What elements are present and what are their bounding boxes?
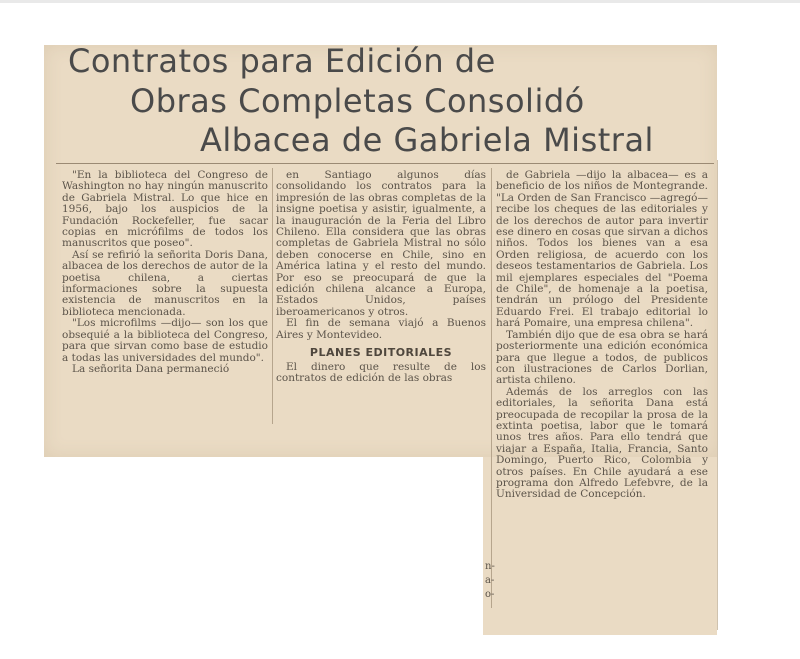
column1-paragraph: Así se refirió la señorita Doris Dana, albacea de los derechos de autor de la poetisa chilena, a ciertas informaciones sobre la supuesta existencia de manuscritos en la biblioteca mencionada.: [62, 248, 268, 318]
column2-paragraph: El fin de semana viajó a Buenos Aires y Montevideo.: [276, 317, 486, 341]
column1-paragraph: "Los microfilms —dijo— son los que obsequié a la biblioteca del Congreso, para que sirvan como base de estudio a todas las universidades del mundo".: [62, 317, 268, 364]
fragment-line: n-: [485, 561, 495, 572]
column-divider: [272, 168, 273, 424]
article-column-3: [496, 170, 708, 501]
fragment-line: o-: [485, 589, 495, 600]
column3-paragraph: de Gabriela —dijo la albacea— es a beneficio de los niños de Montegrande. "La Orden de San Francisco —agregó— recibe los cheques de las editoriales y de los derechos de autor para invertir ese dinero en cosas que sirvan a dichos niños. Todos los bienes van a esa Orden religiosa, de acuerdo con los deseos testamentarios de Gabriela. Los mil ejemplares especiales del "Poema de Chile", de homenaje a la poetisa, tendrán un prólogo del Presidente Eduardo Frei. El trabajo editorial lo hará Pomaire, una empresa chilena".: [496, 169, 708, 330]
article-column-1: [62, 170, 268, 375]
column-divider: [491, 168, 492, 608]
headline-line-2: Obras Completas Consolidó: [130, 82, 585, 120]
clipping-right-edge: [717, 160, 718, 630]
column3-paragraph: Además de los arreglos con las editoriales, la señorita Dana está preocupada de recopilar la prosa de la extinta poetisa, labor que le tomará unos tres años. Para ello tendrá que viajar a España, Italia, Francia, Santo Domingo, Puerto Rico, Colombia y otros países. En Chile ayudará a ese programa don Alfredo Lefebvre, de la Universidad de Concepción.: [496, 385, 708, 501]
column2-paragraph: El dinero que resulte de los contratos de edición de las obras: [276, 360, 486, 384]
section-subheading: PLANES EDITORIALES: [309, 346, 453, 360]
scan-border: [0, 0, 800, 3]
column2-paragraph: en Santiago algunos días consolidando los contratos para la impresión de las obras completas de la insigne poetisa y asistir, igualmente, a la inauguración de la Feria del Libro Chileno. Ella considera que las obras completas de Gabriela Mistral no sólo deben conocerse en Chile, sino en América latina y el resto del mundo. Por eso se preocupará de que la edición chilena alcance a Europa, Estados Unidos, países iberoamericanos y otros.: [276, 169, 486, 318]
article-column-2: [276, 170, 486, 384]
headline-line-1: Contratos para Edición de: [68, 42, 496, 80]
column1-paragraph: La señorita Dana permaneció: [72, 362, 230, 375]
column1-paragraph: "En la biblioteca del Congreso de Washington no hay ningún manuscrito de Gabriela Mistral. Lo que hice en 1956, bajo los auspicios de la Fundación Rockefeller, fue sacar copias en micrófilms de todos los manuscritos que poseo".: [62, 169, 268, 250]
headline-line-3: Albacea de Gabriela Mistral: [200, 121, 654, 159]
headline-rule: [56, 163, 714, 164]
cut-off-text-fragment: [485, 560, 495, 602]
fragment-line: a-: [485, 575, 495, 586]
column3-paragraph: También dijo que de esa obra se hará posteriormente una edición económica para que llegue a todos, de publicos con ilustraciones de Carlos Dorlian, artista chileno.: [496, 328, 708, 387]
